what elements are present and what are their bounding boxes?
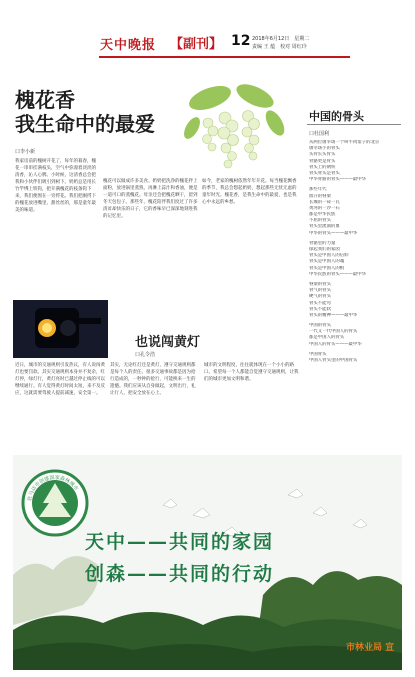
svg-text:驻马店市创建国家森林城市 — [26, 474, 80, 502]
poem-line: 骨头里流淌的血 — [309, 224, 340, 230]
poem-line: 头骨长头骨头 — [309, 152, 336, 158]
sidebar-poem-body — [309, 140, 401, 364]
second-article-col3: 城市的文明程度，往往就体现在一个小小的路口。希望每一个人都能自觉遵守交通规则，让我们的城市更加文明和谐。 — [204, 363, 299, 382]
poem-line: 硬气的骨头 — [309, 294, 331, 300]
poem-line: 骨头是中国人的根 — [309, 265, 345, 271]
sidebar-poem-title: 中国的骨头 — [309, 110, 364, 123]
forest-city-seal — [21, 469, 89, 537]
lead-article-col2: 槐花可以做成许多美食。奶奶把洗净的槐花拌上面粉，放进锅里蒸熟，再淋上蒜汁和香油，便是一道可口的蒸槐花。母亲还会把槐花晒干，留到冬天包包子。那些年，槐花陪伴我们度过了许多清贫却快乐的日子，它的香味早已深深地刻进我的记忆里。 — [103, 179, 198, 219]
poem-line: 中华骨骼的骨头———最中华 — [309, 177, 367, 183]
seal-text: 驻马店市创建国家森林城市 — [27, 474, 80, 502]
poem-line: 长城的一砖一瓦 — [309, 199, 340, 205]
poem-line: 骨头上的钢铁 — [309, 164, 336, 170]
banner-slogan-line2: 创森——共同的行动 — [85, 563, 275, 585]
page-number: 12 — [231, 33, 251, 49]
poem-line: 都是中国人的骨头 — [309, 335, 345, 341]
lead-title-line1: 槐花香 — [15, 88, 75, 112]
poem-line: 骨气的骨头 — [309, 288, 331, 294]
poem-line: 骨头骨头是骨头 — [309, 170, 340, 176]
poem-line: 脊梁的骨头 — [309, 281, 331, 287]
poem-line: 黄河的一沙一石 — [309, 205, 340, 211]
sidebar-rule — [307, 124, 401, 125]
poem-line: 骨头是中国人的魂 — [309, 259, 345, 265]
poem-line: 一代又一代中国人的骨头 — [309, 329, 358, 335]
poem-line: 从两位屠宰场一个叫牛肉馆子的北京 — [309, 140, 380, 145]
poem-line: 中华的骨头———最中华 — [309, 230, 358, 236]
section-title: 【副刊】 — [170, 37, 223, 52]
poem-line: 中华民族的骨头———最中华 — [309, 271, 367, 277]
poem-line: 中国骨头 — [309, 351, 327, 357]
locust-flower-illustration — [180, 78, 290, 178]
header-rule — [99, 56, 350, 58]
banner-signature: 市林业局 宣 — [346, 643, 395, 653]
editor-credit: 责编 王 蕴 校对 周红玲 — [252, 44, 307, 50]
poem-line: 骨骼更是骨头 — [309, 158, 336, 164]
lead-article-col1: 我家房前的槐树开花了，每年的暮春，槐花一串串挂满枝头，空气中弥漫着淡淡的清香，沁人心脾。小时候，这清香总会把我和小伙伴们吸引到树下。奶奶总是用长竹竿绑上铁钩，把开满槐花的枝条钩下来，我们便围在一旁捋花。我们把刚捋下的槐花放进嘴里，甜丝丝的，那是童年最美的味道。 — [15, 159, 96, 213]
second-article-col2: 其实，无论红灯还是黄灯，遵守交通规则都是每个人的责任。很多交通事故都是因为抢行造成的，一秒钟的抢行，可能换来一生的遗憾。我们应该从自身做起，文明出行，礼让行人，把安全放在心上。 — [110, 363, 196, 396]
lead-title-line2: 我生命中的最爱 — [15, 112, 155, 136]
issue-date: 2018年6月12日 星期二 — [252, 36, 310, 42]
newspaper-logo: 天中晚报 — [100, 38, 157, 53]
sidebar-poem-byline: 口杜国利 — [309, 131, 330, 137]
banner-slogan-line1: 天中——共同的家园 — [85, 531, 275, 553]
lead-article-col3: 如今，老家的槐树依然年年开花。每当槐花飘香的季节，我总会想起奶奶，想起那些无忧无虑的童年时光。槐花香，是我生命中的最爱，也是我心中永远的乡愁。 — [202, 179, 297, 205]
lead-article-byline: 口李小新 — [15, 149, 36, 155]
poem-line: 骨头是中国人的信仰 — [309, 253, 349, 259]
poem-line: 中国人的骨头———最中华 — [309, 341, 362, 347]
traffic-light-photo — [13, 300, 108, 358]
poem-line: 中国的骨头 — [309, 323, 331, 329]
second-article-col1: 近日，城市的交通规则引发热议，有人说闯黄灯也要罚款。其实交通规则本身并不复杂，红灯停，绿灯行，黄灯亮时已越过停止线的可以继续通行。有人觉得黄灯时间太短，来不及反应，这就需要驾驶人提前减速，安全第一。 — [15, 363, 105, 396]
poem-line: 骨头不能软 — [309, 306, 331, 312]
page-header — [0, 0, 415, 62]
poem-line: 中国人骨头里的中国骨头 — [309, 358, 358, 363]
lead-article-title — [15, 88, 155, 136]
poem-line: 骨头不能弯 — [309, 300, 331, 306]
poem-line: 血汗的脊梁 — [309, 193, 331, 199]
poem-line: 屠宰场小的骨头 — [309, 146, 340, 152]
poem-line: 骨头的精神———最中华 — [309, 312, 358, 318]
poem-line: 撑起我们的家园 — [309, 247, 340, 252]
second-article-byline: 口孔令浩 — [135, 352, 156, 358]
second-article-title: 也说闯黄灯 — [135, 335, 201, 350]
poem-line: 骨骼里的力量 — [309, 240, 336, 246]
poem-line: 不屈的骨头 — [309, 218, 331, 224]
poem-line: 都是中华民族 — [309, 212, 336, 218]
poem-line: 那些年代 — [309, 187, 327, 193]
